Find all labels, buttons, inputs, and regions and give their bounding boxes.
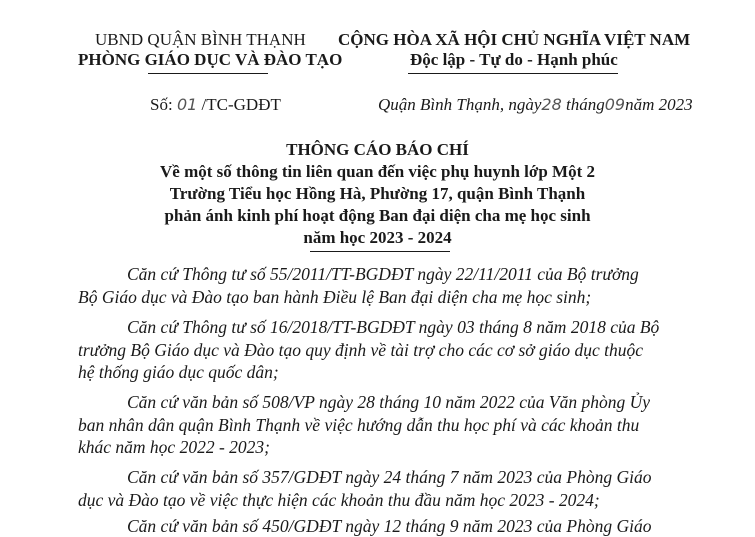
title-underline — [310, 251, 450, 252]
so-number-handwritten: 01 — [176, 95, 198, 114]
page-title: THÔNG CÁO BÁO CHÍ — [286, 140, 469, 159]
header-nation: CỘNG HÒA XÃ HỘI CHỦ NGHĨA VIỆT NAM — [338, 30, 691, 49]
body-line: hệ thống giáo dục quốc dân; — [78, 362, 279, 382]
document-date — [378, 95, 693, 115]
so-suffix: /TC-GDĐT — [201, 95, 281, 114]
header-agency: UBND QUẬN BÌNH THẠNH — [95, 30, 306, 49]
date-year: năm 2023 — [625, 95, 693, 114]
date-day-handwritten: 28 — [541, 95, 562, 114]
title-line: Về một số thông tin liên quan đến việc phụ huynh lớp Một 2 — [160, 162, 595, 181]
date-month-handwritten: 09 — [604, 95, 626, 114]
body-line: Căn cứ văn bản số 357/GDĐT ngày 24 tháng 7 năm 2023 của Phòng Giáo — [127, 467, 652, 487]
body-line: dục và Đào tạo về việc thực hiện các khoản thu đầu năm học 2023 - 2024; — [78, 490, 600, 510]
date-prefix: Quận Bình Thạnh, ngày — [378, 95, 542, 114]
body-line: Bộ Giáo dục và Đào tạo ban hành Điều lệ Ban đại diện cha mẹ học sinh; — [78, 287, 592, 307]
header-left-underline — [148, 73, 268, 74]
header-right-underline — [408, 73, 618, 74]
date-month-label: tháng — [566, 95, 605, 114]
body-line: Căn cứ Thông tư số 55/2011/TT-BGDĐT ngày 22/11/2011 của Bộ trưởng — [127, 264, 639, 284]
title-line: Trường Tiểu học Hồng Hà, Phường 17, quận Bình Thạnh — [169, 184, 586, 203]
body-line: Căn cứ văn bản số 508/VP ngày 28 tháng 10 năm 2022 của Văn phòng Ủy — [127, 392, 650, 412]
title-line: năm học 2023 - 2024 — [303, 228, 452, 247]
header-department: PHÒNG GIÁO DỤC VÀ ĐÀO TẠO — [78, 50, 343, 69]
body-line: trưởng Bộ Giáo dục và Đào tạo quy định về tài trợ cho các cơ sở giáo dục thuộc — [78, 340, 643, 360]
document-number — [150, 95, 281, 115]
so-label: Số: — [150, 95, 173, 114]
body-line: Căn cứ Thông tư số 16/2018/TT-BGDĐT ngày 03 tháng 8 năm 2018 của Bộ — [127, 317, 660, 337]
body-line: ban nhân dân quận Bình Thạnh về việc hướng dẫn thu học phí và các khoản thu — [78, 415, 640, 435]
body-line: khác năm học 2022 - 2023; — [78, 437, 270, 457]
body-line: Căn cứ văn bản số 450/GDĐT ngày 12 tháng 9 năm 2023 của Phòng Giáo — [127, 516, 652, 536]
title-line: phản ánh kinh phí hoạt động Ban đại diện cha mẹ học sinh — [164, 206, 591, 225]
header-motto: Độc lập - Tự do - Hạnh phúc — [410, 50, 618, 69]
